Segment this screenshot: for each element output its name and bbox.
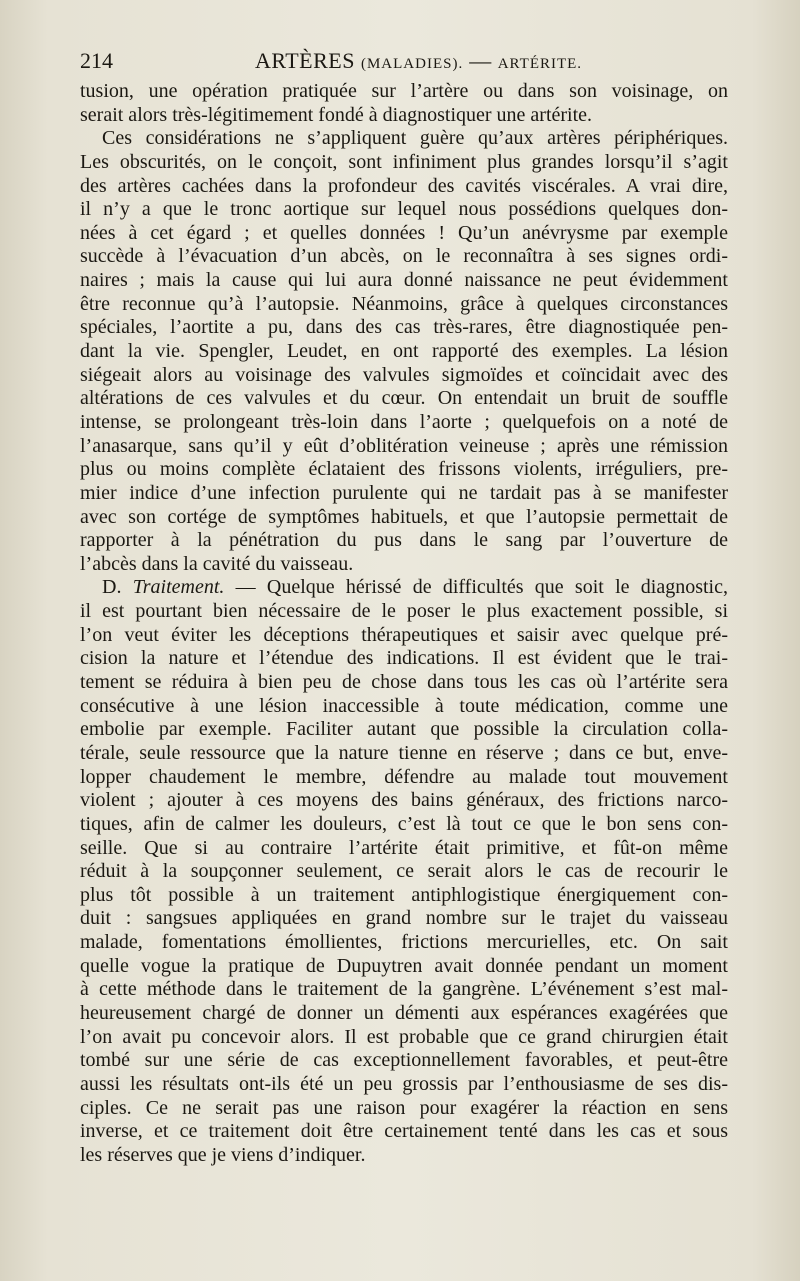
text-line [80, 104, 728, 128]
text-line-content: quelle vogue la pratique de Dupuytren avait donnée pendant un moment [80, 954, 728, 977]
text-line-content: Les obscurités, on le conçoit, sont infiniment plus grandes lorsqu’il s’agit [80, 150, 728, 173]
text-line-content: aussi les résultats ont-ils été un peu grossis par l’enthousiasme de ses dis- [80, 1072, 728, 1095]
text-line [80, 837, 728, 861]
text-line [80, 1049, 728, 1073]
text-line-content: les réserves que je viens d’indiquer. [80, 1143, 366, 1166]
text-line [80, 269, 728, 293]
text-line [80, 907, 728, 931]
running-header [80, 44, 728, 78]
title-main: ARTÈRES [255, 48, 355, 73]
text-line-content: altérations de ces valvules et du cœur. On entendait un bruit de souffle [80, 387, 728, 410]
text-line-content: dant la vie. Spengler, Leudet, en ont rapporté des exemples. La lésion [80, 340, 728, 363]
text-line-content: tombé sur une série de cas exceptionnellement favorables, et peut-être [80, 1049, 728, 1072]
text-line-content: avec son cortége de symptômes habituels, et que l’autopsie permettait de [80, 505, 728, 528]
text-line-content: des artères cachées dans la profondeur des cavités viscérales. A vrai dire, [80, 174, 728, 197]
text-line [80, 151, 728, 175]
text-line-content: consécutive à une lésion inaccessible à toute médication, comme une [80, 694, 728, 717]
text-line [80, 458, 728, 482]
text-line [80, 80, 728, 104]
text-line [80, 435, 728, 459]
text-line [80, 553, 728, 577]
text-line [80, 198, 728, 222]
text-line [80, 506, 728, 530]
page-number: 214 [80, 48, 113, 73]
text-line [80, 293, 728, 317]
text-line-content: inverse, et ce traitement doit être certainement tenté dans les cas et sous [80, 1120, 728, 1143]
text-line [80, 529, 728, 553]
text-line [80, 245, 728, 269]
text-line [80, 1097, 728, 1121]
text-line [80, 222, 728, 246]
text-line [80, 316, 728, 340]
text-line [80, 742, 728, 766]
text-line [80, 647, 728, 671]
text-line [80, 127, 728, 151]
text-line-content: D. [102, 576, 133, 599]
text-line [80, 766, 728, 790]
text-line-content: violent ; ajouter à ces moyens des bains généraux, des frictions narco- [80, 789, 728, 812]
text-line [80, 884, 728, 908]
text-line-content: lopper chaudement le membre, défendre au malade tout mouvement [80, 765, 728, 788]
text-line-content: tusion, une opération pratiquée sur l’artère ou dans son voisinage, on [80, 80, 728, 102]
text-line [80, 411, 728, 435]
text-line-content: spéciales, l’aortite a pu, dans des cas très-rares, être diagnostiquée pen- [80, 316, 728, 339]
text-line [80, 671, 728, 695]
running-title [255, 48, 582, 74]
text-line [80, 1073, 728, 1097]
text-line-content: à cette méthode dans le traitement de la gangrène. L’événement s’est mal- [80, 978, 728, 1001]
text-line [80, 175, 728, 199]
text-line-content: il n’y a que le tronc aortique sur lequel nous possédions quelques don- [80, 198, 728, 221]
text-line-content: térale, seule ressource que la nature tienne en réserve ; dans ce but, enve- [80, 741, 728, 764]
text-line-content: tiques, afin de calmer les douleurs, c’est là tout ce que le bon sens con- [80, 812, 728, 835]
text-line [80, 1144, 728, 1168]
text-line-content: l’on avait pu concevoir alors. Il est probable que ce grand chirurgien était [80, 1025, 728, 1048]
text-line-content: seille. Que si au contraire l’artérite était primitive, et fût-on même [80, 836, 728, 859]
text-line [80, 364, 728, 388]
text-line [80, 718, 728, 742]
text-line [80, 482, 728, 506]
title-dash: — [469, 48, 492, 73]
text-line-rest: — Quelque hérissé de difficultés que soit le diagnostic, [224, 576, 728, 599]
text-line-content: malade, fomentations émollientes, frictions mercurielles, etc. On sait [80, 931, 728, 954]
text-line [80, 789, 728, 813]
text-line-content: il est pourtant bien nécessaire de le poser le plus exactement possible, si [80, 600, 728, 623]
text-line [80, 813, 728, 837]
body-text [80, 80, 728, 1167]
text-line-content: l’abcès dans la cavité du vaisseau. [80, 552, 354, 575]
text-line-content: plus ou moins complète éclataient des frissons violents, irréguliers, pre- [80, 458, 728, 481]
text-line [80, 576, 728, 600]
text-line [80, 1002, 728, 1026]
text-line [80, 955, 728, 979]
text-line-content: siégeait alors au voisinage des valvules sigmoïdes et coïncidait avec des [80, 363, 728, 386]
text-line-content: rapporter à la pénétration du pus dans le sang par l’ouverture de [80, 529, 728, 552]
text-line [80, 860, 728, 884]
text-line [80, 695, 728, 719]
text-line-content: ciples. Ce ne serait pas une raison pour exagérer la réaction en sens [80, 1096, 728, 1119]
title-paren: (MALADIES). [360, 56, 464, 72]
text-line-content: embolie par exemple. Faciliter autant que possible la circulation colla- [80, 718, 728, 741]
text-line-content: mier indice d’une infection purulente qui ne tardait pas à se manifester [80, 481, 728, 504]
text-line-content: réduit à la soupçonner seulement, ce serait alors le cas de recourir le [80, 860, 728, 883]
text-line-content: l’on veut éviter les déceptions thérapeutiques et saisir avec quelque pré- [80, 623, 728, 646]
text-line-content: tement se réduira à bien peu de chose dans tous les cas où l’artérite sera [80, 671, 728, 694]
text-line-content: naires ; mais la cause qui lui aura donné naissance ne peut évidemment [80, 269, 728, 292]
text-line-content: succède à l’évacuation d’un abcès, on le reconnaîtra à ses signes ordi- [80, 245, 728, 268]
text-line-content: duit : sangsues appliquées en grand nombre sur le trajet du vaisseau [80, 907, 728, 930]
text-line-content: intense, se prolongeant très-loin dans l’aorte ; quelquefois on a noté de [80, 410, 728, 433]
title-subtitle: ARTÉRITE. [497, 56, 583, 72]
text-line-content: nées à cet égard ; et quelles données ! Qu’un anévrysme par exemple [80, 221, 728, 244]
text-line [80, 931, 728, 955]
text-line [80, 624, 728, 648]
text-line [80, 1120, 728, 1144]
text-line-content: plus tôt possible à un traitement antiphlogistique énergiquement con- [80, 883, 728, 906]
section-heading-italic: Traitement. [132, 576, 225, 599]
text-line-content: cision la nature et l’étendue des indications. Il est évident que le trai- [80, 647, 728, 670]
text-line [80, 978, 728, 1002]
text-line [80, 340, 728, 364]
text-line-content: l’anasarque, sans qu’il y eût d’oblitération veineuse ; après une rémission [80, 434, 728, 457]
text-line [80, 1026, 728, 1050]
text-line-content: être reconnue qu’à l’autopsie. Néanmoins, grâce à quelques circonstances [80, 292, 728, 315]
text-line-content: heureusement chargé de donner un démenti aux espérances exagérées que [80, 1001, 728, 1024]
text-line-content: serait alors très-légitimement fondé à diagnostiquer une artérite. [80, 103, 593, 126]
text-line-content: Ces considérations ne s’appliquent guère qu’aux artères périphériques. [102, 127, 728, 150]
text-line [80, 387, 728, 411]
text-line [80, 600, 728, 624]
